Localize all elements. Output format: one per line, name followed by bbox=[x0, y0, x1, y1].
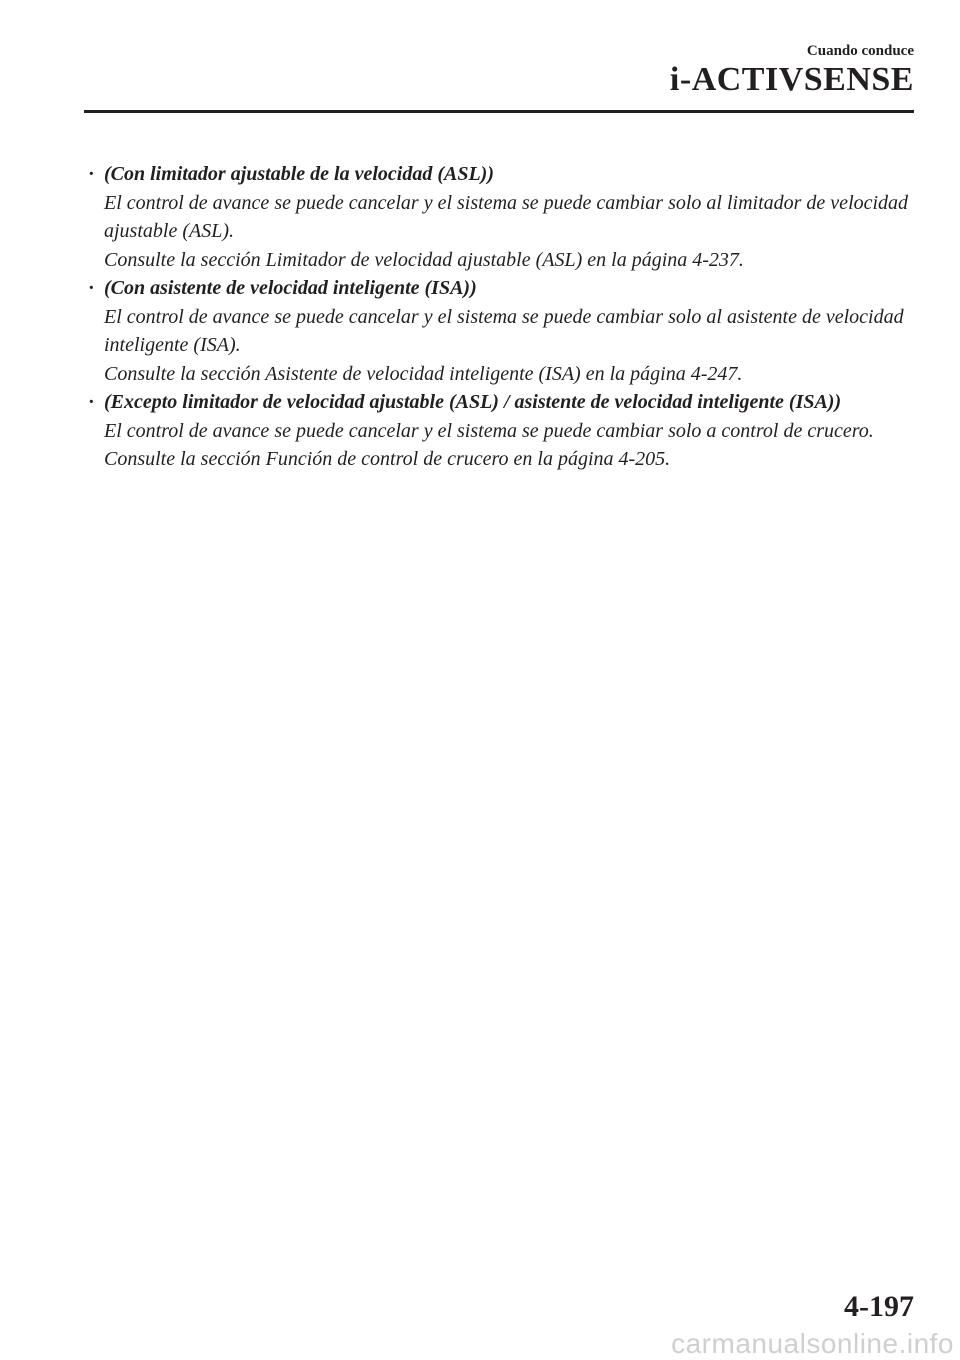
bullet: · bbox=[88, 277, 95, 299]
bullet: · bbox=[88, 391, 95, 413]
item-reference: Consulte la sección Limitador de velocidad ajustable (ASL) en la página 4-237. bbox=[104, 248, 744, 271]
main-content bbox=[84, 160, 916, 474]
bullet: · bbox=[88, 163, 95, 185]
list-item bbox=[84, 274, 916, 388]
page-number: 4-197 bbox=[844, 1290, 914, 1323]
item-heading: (Excepto limitador de velocidad ajustable (ASL) / asistente de velocidad inteligente (ISA)) bbox=[104, 391, 842, 413]
item-paragraph: El control de avance se puede cancelar y el sistema se puede cambiar solo a control de crucero. bbox=[104, 419, 874, 442]
list-item bbox=[84, 160, 916, 274]
chapter-title: i-ACTIVSENSE bbox=[669, 61, 914, 98]
item-reference: Consulte la sección Asistente de velocidad inteligente (ISA) en la página 4-247. bbox=[104, 362, 743, 385]
item-heading: (Con limitador ajustable de la velocidad (ASL)) bbox=[104, 163, 494, 185]
item-heading: (Con asistente de velocidad inteligente (ISA)) bbox=[104, 277, 477, 299]
item-paragraph: El control de avance se puede cancelar y el sistema se puede cambiar solo al limitador de velocidad ajustable (ASL). bbox=[104, 191, 909, 242]
item-reference: Consulte la sección Función de control de crucero en la página 4-205. bbox=[104, 448, 671, 470]
list-item bbox=[84, 388, 916, 474]
watermark: carmanualsonline.info bbox=[671, 1328, 954, 1359]
item-paragraph: El control de avance se puede cancelar y el sistema se puede cambiar solo al asistente de velocidad inteligente (ISA). bbox=[104, 305, 904, 356]
running-header bbox=[670, 42, 914, 98]
header-divider bbox=[84, 110, 914, 113]
section-label: Cuando conduce bbox=[806, 43, 914, 59]
